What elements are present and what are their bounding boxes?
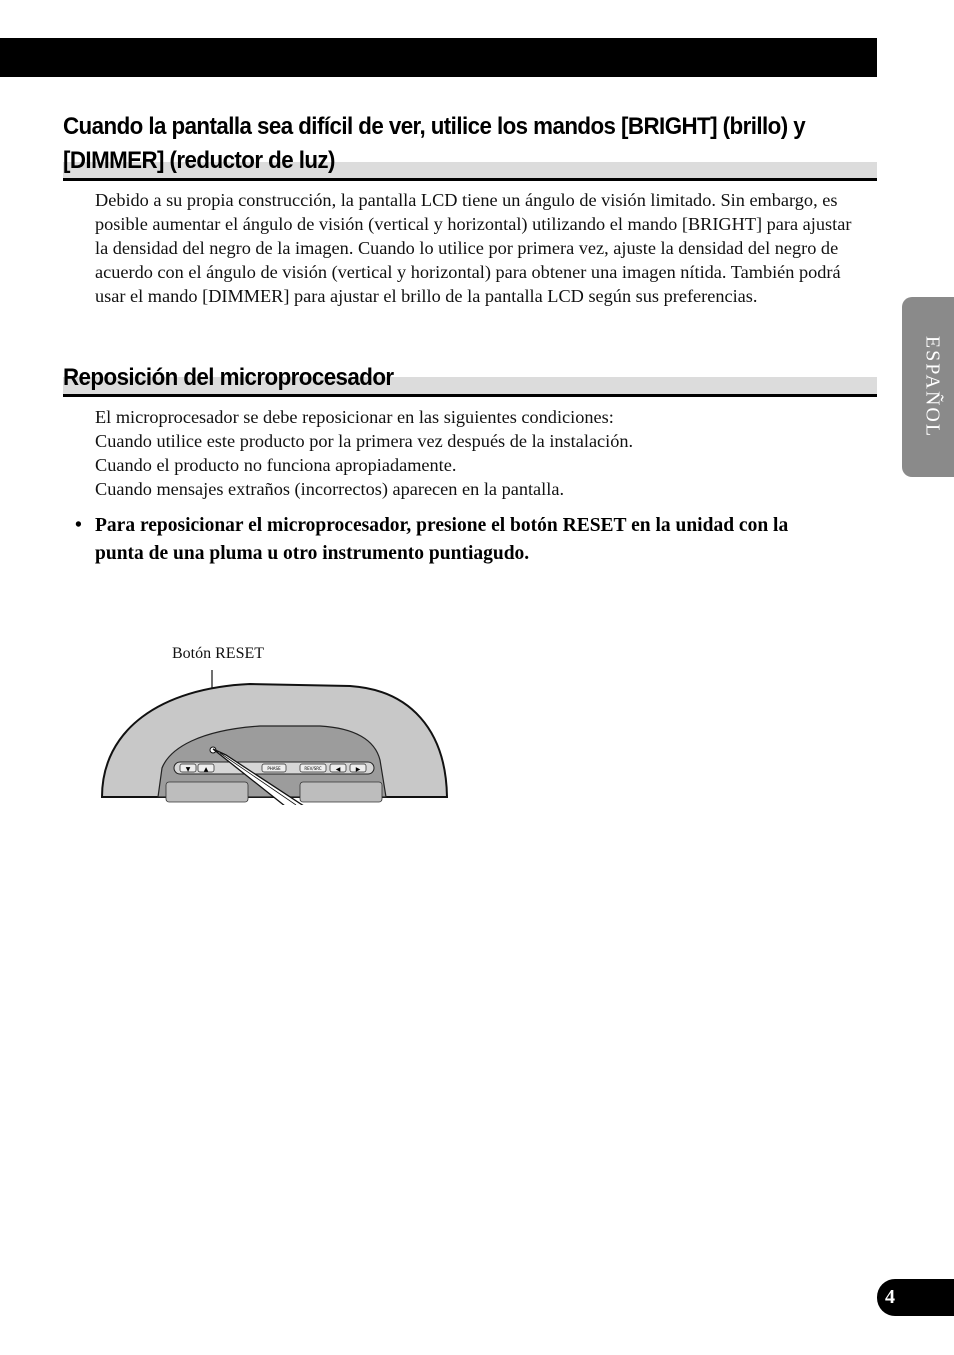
section2-heading-rule [63,394,877,397]
section1-heading-line2: [DIMMER] (reductor de luz) [63,147,335,174]
section1-paragraph: Debido a su propia construcción, la pantalla LCD tiene un ángulo de visión limitado. Sin embargo, es posible aumentar el ángulo de visión (vertical y horizontal) utilizando el mando [BRIGHT] para ajustar la densidad del negro de la imagen. Cuando lo utilice por primera vez, ajuste la densidad del negro de acuerdo con el ángulo de visión (vertical y horizontal) para obtener una imagen nítida. También podrá usar el mando [DIMMER] para ajustar el brillo de la pantalla LCD según sus preferencias. [95,190,852,307]
section2-heading: Reposición del microprocesador [63,364,394,391]
bullet-icon: • [75,515,82,536]
header-bar [0,38,877,77]
up-button-label: ▲ [203,766,209,773]
section1-heading-rule [63,178,877,181]
language-tab [902,297,954,477]
lower-right-panel [300,782,382,802]
section1-heading-line1: Cuando la pantalla sea difícil de ver, utilice los mandos [BRIGHT] (brillo) y [63,113,806,140]
page-number: 4 [885,1286,895,1308]
lower-left-panel [166,782,248,802]
phase-button-label: PHASE [267,766,281,771]
language-tab-label: ESPAÑOL [921,335,944,439]
condition-line: Cuando mensajes extraños (incorrectos) aparecen en la pantalla. [95,479,565,500]
rev-src-button-label: REV/SRC [304,766,322,771]
left-button-label: ◀ [335,766,341,773]
section2-conditions [95,405,855,501]
reset-button-label: Botón RESET [172,645,265,662]
reset-instruction-text: Para reposicionar el microprocesador, presione el botón RESET en la unidad con la punta de una pluma u otro instrumento puntiagudo. [95,515,789,564]
reset-illustration [100,660,450,805]
right-button-label: ▶ [355,766,361,773]
section1-heading [63,110,820,178]
condition-line: Cuando el producto no funciona apropiadamente. [95,455,457,476]
condition-line: El microprocesador se debe reposicionar en las siguientes condiciones: [95,407,614,427]
down-button-label: ▼ [185,766,191,773]
condition-line: Cuando utilice este producto por la primera vez después de la instalación. [95,431,634,452]
page-number-tab [877,1279,954,1316]
